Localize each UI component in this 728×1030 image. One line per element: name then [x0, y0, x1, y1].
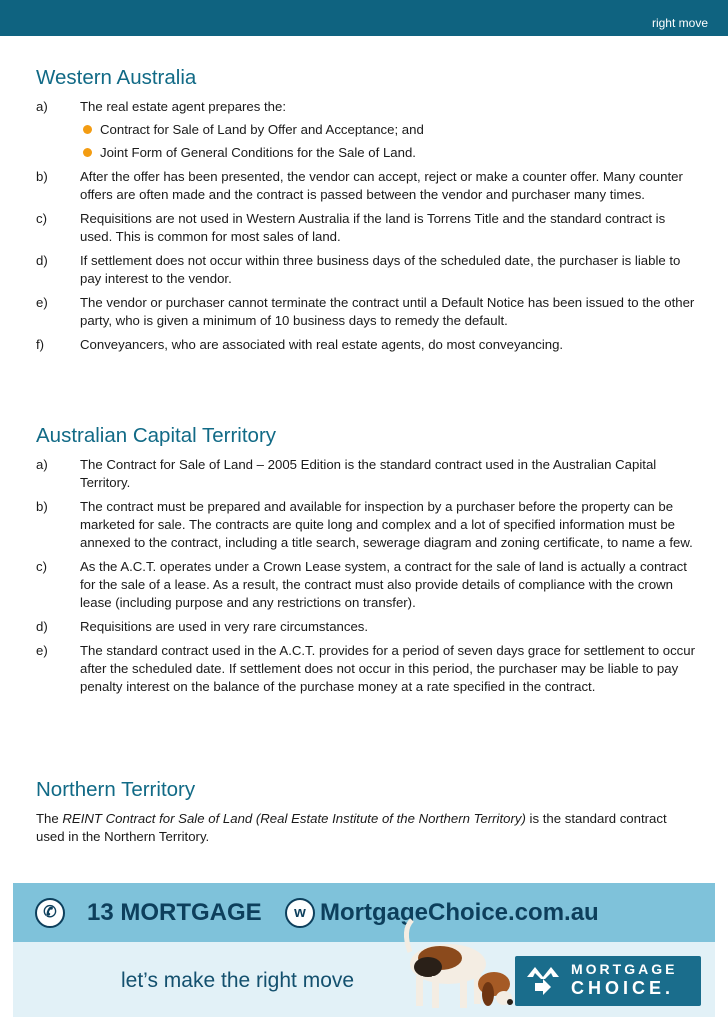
- web-icon: w: [285, 898, 315, 928]
- list-item: [36, 98, 696, 162]
- item-marker: b): [36, 499, 48, 514]
- item-text: After the offer has been presented, the vendor can accept, reject or make a counter offer. Many counter offers are often made and the contract is passed between the vendor and purchaser many times.: [80, 169, 683, 202]
- item-marker: d): [36, 253, 48, 268]
- phone-number[interactable]: 13 MORTGAGE: [87, 899, 262, 926]
- bullet-item: [80, 121, 696, 139]
- bullet-text: Contract for Sale of Land by Offer and Acceptance; and: [100, 122, 424, 137]
- header-label: right move: [651, 16, 708, 30]
- website-link[interactable]: MortgageChoice.com.au: [320, 899, 599, 926]
- contract-name: REINT Contract for Sale of Land (Real Estate Institute of the Northern Territory): [62, 811, 526, 826]
- item-marker: b): [36, 169, 48, 184]
- item-text: As the A.C.T. operates under a Crown Lease system, a contract for the sale of land is actually a contract for the sale of a lease. As a result, the contract must also provide details of compliance with the crown lease (including purpose and any restrictions on transfer).: [80, 559, 687, 610]
- section-northern-territory: [36, 778, 696, 846]
- item-text: Requisitions are used in very rare circumstances.: [80, 619, 369, 634]
- item-marker: a): [36, 457, 48, 472]
- list-item: [36, 558, 696, 612]
- item-text: The Contract for Sale of Land – 2005 Edition is the standard contract used in the Australian Capital Territory.: [80, 457, 657, 490]
- logo-mark-icon: [525, 963, 563, 997]
- tagline: let’s make the right move: [121, 969, 355, 992]
- item-text: The vendor or purchaser cannot terminate the contract until a Default Notice has been issued to the other party, who is given a minimum of 10 business days to remedy the default.: [80, 295, 695, 328]
- top-header-bar: [0, 0, 728, 36]
- list-item: [36, 336, 696, 354]
- list-item: [36, 456, 696, 492]
- para-start: The: [36, 811, 63, 826]
- item-marker: a): [36, 99, 48, 114]
- mortgage-choice-logo: [525, 961, 695, 1001]
- item-marker: f): [36, 337, 45, 352]
- item-text: The standard contract used in the A.C.T. provides for a period of seven days grace for settlement to occur after the scheduled date. If settlement does not occur in this period, the purchaser may be liable to pay penalty interest on the balance of the purchase money at a rate specified in the contract.: [80, 643, 696, 694]
- section-title: Australian Capital Territory: [36, 424, 277, 447]
- list-item: [36, 618, 696, 636]
- bullet-item: [80, 144, 696, 162]
- logo-text-choice: CHOICE.: [571, 978, 675, 998]
- contact-banner: [13, 883, 715, 942]
- tagline-banner: [13, 942, 715, 1017]
- para-end: is the standard contract used in the Northern Territory.: [36, 811, 667, 844]
- section-title: Western Australia: [36, 66, 197, 89]
- phone-icon: ✆: [35, 898, 65, 928]
- item-marker: c): [36, 211, 47, 226]
- bullet-list: [80, 121, 696, 162]
- bullet-dot-icon: [83, 148, 92, 157]
- item-marker: c): [36, 559, 47, 574]
- item-text: The real estate agent prepares the:: [80, 99, 287, 114]
- item-marker: d): [36, 619, 48, 634]
- beagle-dog-image: [398, 912, 518, 1017]
- list-item: [36, 294, 696, 330]
- item-text: The contract must be prepared and available for inspection by a purchaser before the property can be marketed for sale. The contracts are quite long and complex and a lot of specified information must be annexed to the contract, including a title search, sewerage diagram and zoning certificate, to name a few.: [80, 499, 693, 550]
- item-text: Requisitions are not used in Western Australia if the land is Torrens Title and the standard contract is used. This is common for most sales of land.: [80, 211, 666, 244]
- item-marker: e): [36, 643, 48, 658]
- list-item: [36, 642, 696, 696]
- bullet-dot-icon: [83, 125, 92, 134]
- list-item: [36, 498, 696, 552]
- list-item: [36, 252, 696, 288]
- list-item: [36, 210, 696, 246]
- nt-paragraph: [36, 810, 696, 846]
- list-item: [36, 168, 696, 204]
- section-western-australia: [36, 66, 696, 360]
- item-marker: e): [36, 295, 48, 310]
- logo-text-mortgage: MORTGAGE: [571, 961, 678, 977]
- item-text: If settlement does not occur within three business days of the scheduled date, the purchaser is liable to pay interest to the vendor.: [80, 253, 681, 286]
- bullet-text: Joint Form of General Conditions for the Sale of Land.: [100, 145, 416, 160]
- section-act: [36, 424, 696, 702]
- item-text: Conveyancers, who are associated with real estate agents, do most conveyancing.: [80, 337, 564, 352]
- section-title: Northern Territory: [36, 778, 196, 801]
